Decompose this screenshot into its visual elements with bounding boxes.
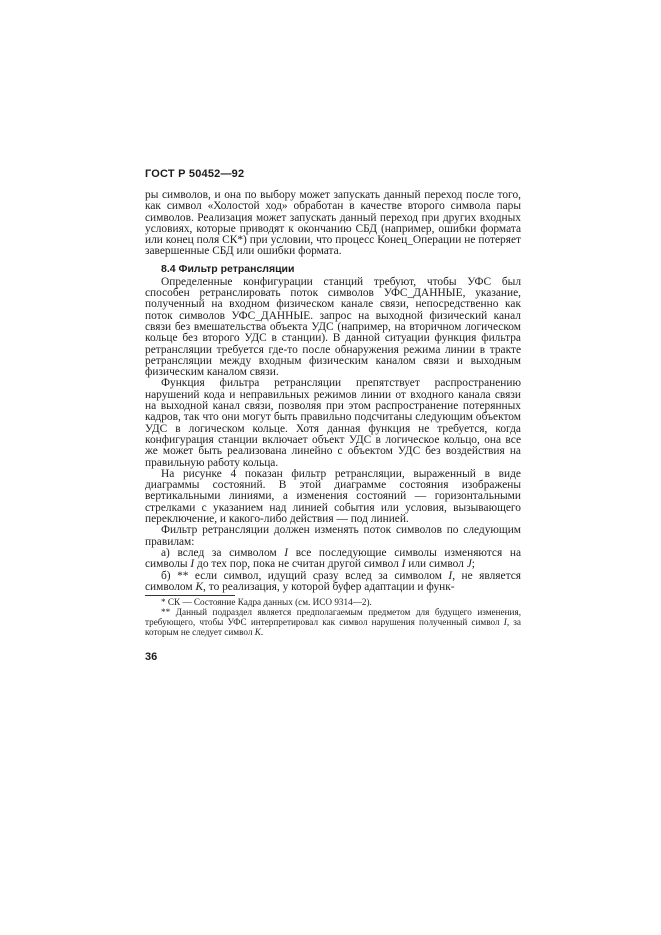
page-number: 36 bbox=[145, 651, 158, 664]
symbol-k: K bbox=[195, 580, 204, 593]
rule-a bbox=[145, 548, 521, 571]
rule-b-prefix: б) ** если символ, идущий сразу вслед за символом bbox=[161, 569, 449, 582]
rule-b-suffix: , то реализация, у которой буфер адаптации и функ- bbox=[203, 580, 455, 593]
rule-a-prefix: а) вслед за символом bbox=[161, 546, 285, 559]
footnote-1: * СК — Состояние Кадра данных (см. ИСО 9314—2). bbox=[161, 597, 372, 608]
symbol-i: I bbox=[401, 558, 406, 571]
footnote-2-middle: , за которым не следует символ bbox=[145, 617, 521, 638]
footnote-divider bbox=[145, 595, 235, 596]
document-header: ГОСТ Р 50452—92 bbox=[145, 168, 245, 180]
symbol-i: I bbox=[190, 558, 195, 571]
symbol-i: I bbox=[284, 546, 289, 559]
paragraph-3: На рисунке 4 показан фильтр ретрансляции, выраженный в виде диаграммы состояний. В этой диаграмме состояния изображены вертикальными линиями, а изменения состояний — горизонтальными стрелками с указанием над линией события или условия, вызывающего переключение, и какого-либо действия — под линией. bbox=[145, 467, 521, 526]
symbol-i: I bbox=[448, 569, 453, 582]
paragraph-1: Определенные конфигурации станций требуют, чтобы УФС был способен ретранслировать поток символов УФС_ДАННЫЕ, указание, полученный на входном физическом канале связи, непосредственно как поток символов УФС_ДАННЫЕ. запрос на выходной физический канал связи без вмешательства объекта УДС (например, на вторичном логическом кольце без второго УДС в станции). В данной ситуации функция фильтра ретрансляции требуется где-то после обнаружения режима линии в тракте ретрансляции между входным физическим каналом связи и выходным физическим каналом связи. bbox=[145, 275, 521, 379]
symbol-i: I bbox=[503, 617, 507, 628]
paragraph-4: Фильтр ретрансляции должен изменять поток символов по следующим правилам: bbox=[145, 524, 521, 548]
intro-paragraph: ры символов, и она по выбору может запускать данный переход после того, как символ «Холостой ход» обработан в качестве второго символа пары символов. Реализация может запускать данный переход при других входных условиях, которые приводят к окончанию СБД (например, ошибки формата или конец поля СК*) при условии, что процесс Конец_Операции не потеряет завершенные СБД или ошибки формата. bbox=[145, 189, 521, 258]
section-title: 8.4 Фильтр ретрансляции bbox=[161, 262, 295, 275]
rule-a-suffix: ; bbox=[471, 558, 475, 571]
rule-b-text-1: , не является символом bbox=[145, 569, 521, 593]
symbol-k: K bbox=[254, 627, 261, 638]
footnote-2-text: ** Данный подраздел является предполагаемым предметом для будущего изменения, требующего, чтобы УФС интерпретировал как символ нарушения полученный символ bbox=[145, 607, 521, 628]
document-page bbox=[145, 168, 521, 663]
symbol-j: J bbox=[466, 558, 472, 571]
paragraph-2: Функция фильтра ретрансляции препятствует распространению нарушений кода и неправильных режимов линии от входного канала связи на выходной канал связи, позволяя при этом распространение потерянных кадров, так что они могут быть правильно подсчитаны следующим объектом УДС в логическом кольце. Хотя данная функция не требуется, когда конфигурация станции включает объект УДС в логическое кольцо, она все же может быть реализована линейно с объектом УДС без воздействия на правильную работу кольца. bbox=[145, 377, 521, 469]
rule-b bbox=[145, 571, 521, 594]
rule-a-text-1: все последующие символы изменяются на символы bbox=[145, 546, 521, 571]
footnote-2-suffix: . bbox=[260, 627, 264, 638]
rule-a-text-3: или символ bbox=[405, 558, 467, 571]
rule-a-text-2: до тех пор, пока не считан другой символ bbox=[194, 558, 402, 571]
footnote-2 bbox=[145, 607, 521, 637]
